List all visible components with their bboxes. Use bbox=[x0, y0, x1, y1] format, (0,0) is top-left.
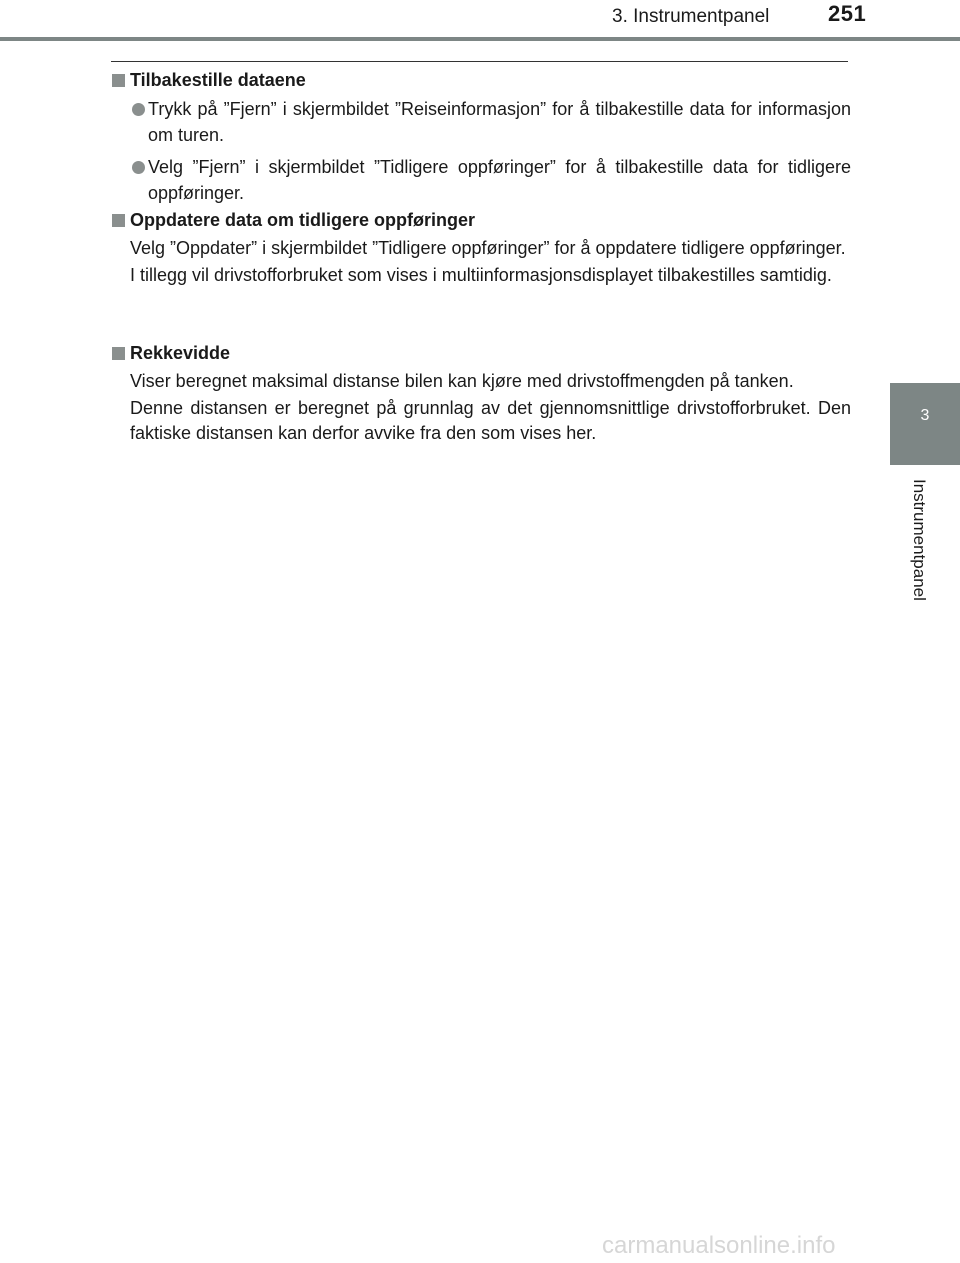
square-bullet-icon bbox=[112, 347, 125, 360]
list-item-text: Trykk på ”Fjern” i skjermbildet ”Reiseinformasjon” for å tilbakestille data for informasjon om turen. bbox=[148, 99, 851, 145]
page-number: 251 bbox=[828, 1, 867, 26]
section-title bbox=[111, 66, 851, 94]
paragraph: Viser beregnet maksimal distanse bilen kan kjøre med drivstoffmengden på tanken. bbox=[130, 371, 794, 391]
square-bullet-icon bbox=[112, 74, 125, 87]
list-item bbox=[111, 154, 851, 206]
header-rule bbox=[0, 37, 960, 41]
header-chapter-title: 3. Instrumentpanel bbox=[612, 6, 770, 27]
paragraph: I tillegg vil drivstofforbruket som vises i multiinformasjonsdisplayet tilbakestilles samtidig. bbox=[130, 265, 832, 285]
paragraph: Velg ”Oppdater” i skjermbildet ”Tidligere oppføringer” for å oppdatere tidligere oppføringer. bbox=[130, 238, 846, 258]
list-item bbox=[111, 96, 851, 148]
circle-bullet-icon bbox=[132, 103, 145, 116]
page-header bbox=[0, 0, 960, 42]
section-update-history bbox=[111, 206, 851, 288]
section-range bbox=[111, 339, 851, 446]
section-title-text: Tilbakestille dataene bbox=[130, 70, 306, 90]
paragraph: Denne distansen er beregnet på grunnlag av det gjennomsnittlige drivstofforbruket. Den faktiske distansen kan derfor avvike fra den som vises her. bbox=[130, 398, 851, 443]
chapter-side-tab[interactable] bbox=[890, 383, 960, 465]
section-title bbox=[111, 339, 851, 367]
section-reset-data bbox=[111, 66, 851, 212]
circle-bullet-icon bbox=[132, 161, 145, 174]
content-top-rule bbox=[111, 61, 848, 62]
chapter-side-label-text: Instrumentpanel bbox=[910, 479, 929, 601]
square-bullet-icon bbox=[112, 214, 125, 227]
chapter-side-label bbox=[909, 479, 933, 621]
section-title-text: Rekkevidde bbox=[130, 343, 231, 363]
list-item-text: Velg ”Fjern” i skjermbildet ”Tidligere oppføringer” for å tilbakestille data for tidligere oppføringer. bbox=[148, 157, 851, 203]
chapter-tab-number: 3 bbox=[920, 407, 930, 424]
watermark-text: carmanualsonline.info bbox=[602, 1232, 836, 1259]
section-title bbox=[111, 206, 851, 234]
section-title-text: Oppdatere data om tidligere oppføringer bbox=[130, 210, 476, 230]
